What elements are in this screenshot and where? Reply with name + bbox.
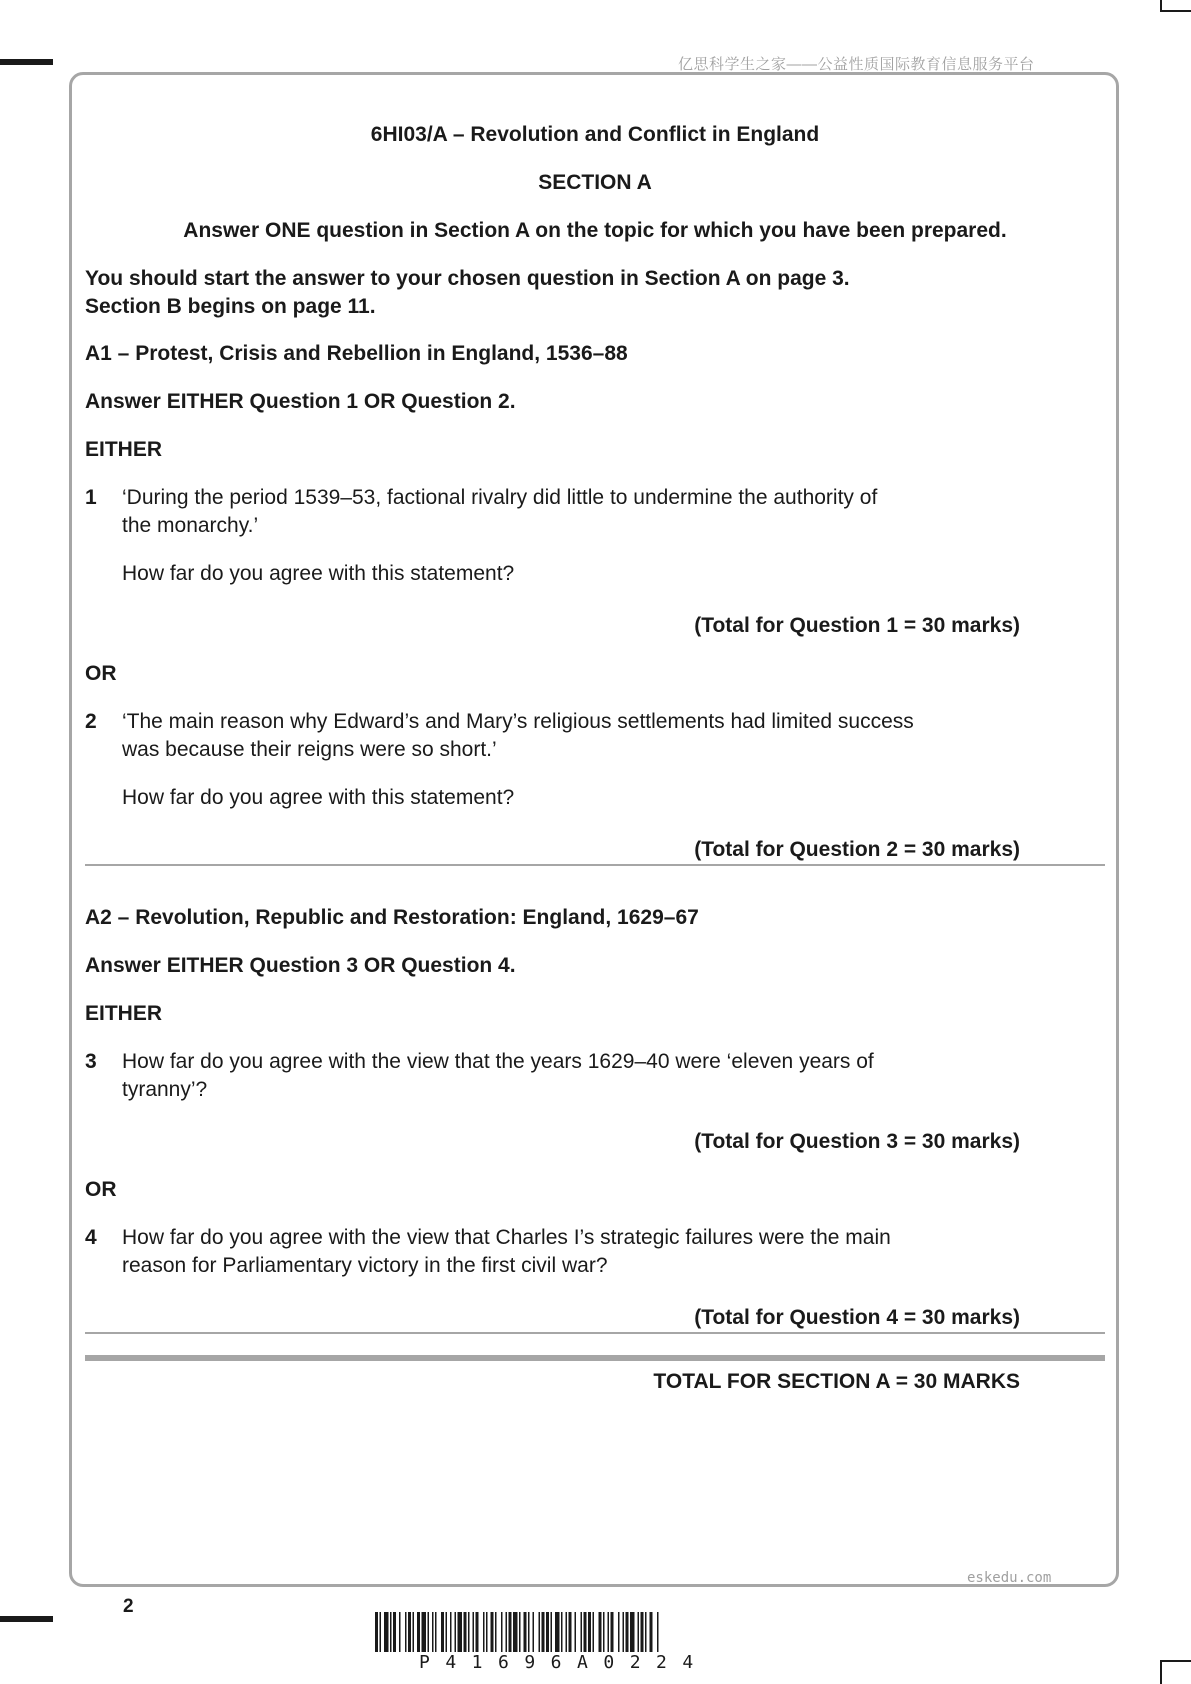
watermark-top: 亿思科学生之家——公益性质国际教育信息服务平台 [678,56,1035,73]
crop-mark-bottom-right-h [1160,1660,1162,1684]
question-1-text-line2: the monarchy.’ [122,514,259,537]
barcode-text: P41696A0224 [419,1652,709,1673]
question-number-4: 4 [85,1226,97,1249]
paper-title: 6HI03/A – Revolution and Conflict in England [370,123,820,146]
question-number-2: 2 [85,710,97,733]
crop-mark-bottom-right-v [1160,1660,1191,1662]
question-number-1: 1 [85,486,97,509]
crop-mark-top-left [0,59,53,65]
watermark-bottom: eskedu.com [967,1570,1052,1586]
start-instruction-2: Section B begins on page 11. [85,295,376,318]
answer-either-a2: Answer EITHER Question 3 OR Question 4. [85,954,516,977]
question-4-text-line2: reason for Parliamentary victory in the first civil war? [122,1254,608,1277]
crop-mark-top-right-v [1160,10,1191,12]
barcode [375,1612,811,1652]
section-heading: SECTION A [538,171,652,194]
question-number-3: 3 [85,1050,97,1073]
question-3-text-line2: tyranny’? [122,1078,208,1101]
question-1-text-line1: ‘During the period 1539–53, factional rivalry did little to undermine the authority of [122,486,878,509]
either-label-a2: EITHER [85,1002,163,1025]
or-label-a1: OR [85,662,117,685]
page-number: 2 [123,1596,134,1617]
section-instruction: Answer ONE question in Section A on the topic for which you have been prepared. [183,219,1007,242]
start-instruction-1: You should start the answer to your chosen question in Section A on page 3. [85,267,850,290]
topic-heading-a1: A1 – Protest, Crisis and Rebellion in England, 1536–88 [85,342,628,365]
question-1-prompt: How far do you agree with this statement? [122,562,515,585]
divider-thick [85,1355,1105,1361]
topic-heading-a2: A2 – Revolution, Republic and Restoration: England, 1629–67 [85,906,699,929]
or-label-a2: OR [85,1178,117,1201]
crop-mark-bottom-left [0,1616,53,1622]
either-label-a1: EITHER [85,438,163,461]
question-2-prompt: How far do you agree with this statement? [122,786,515,809]
divider-a1-a2 [85,864,1105,866]
question-4-text-line1: How far do you agree with the view that Charles I’s strategic failures were the main [122,1226,891,1249]
crop-mark-top-right-h [1160,0,1162,10]
question-4-total: (Total for Question 4 = 30 marks) [694,1306,1020,1329]
question-2-text-line2: was because their reigns were so short.’ [122,738,497,761]
question-3-total: (Total for Question 3 = 30 marks) [694,1130,1020,1153]
question-1-total: (Total for Question 1 = 30 marks) [694,614,1020,637]
divider-thin [85,1332,1105,1334]
answer-either-a1: Answer EITHER Question 1 OR Question 2. [85,390,516,413]
section-total: TOTAL FOR SECTION A = 30 MARKS [653,1370,1020,1393]
question-2-text-line1: ‘The main reason why Edward’s and Mary’s religious settlements had limited success [122,710,914,733]
question-2-total: (Total for Question 2 = 30 marks) [694,838,1020,861]
question-3-text-line1: How far do you agree with the view that the years 1629–40 were ‘eleven years of [122,1050,874,1073]
